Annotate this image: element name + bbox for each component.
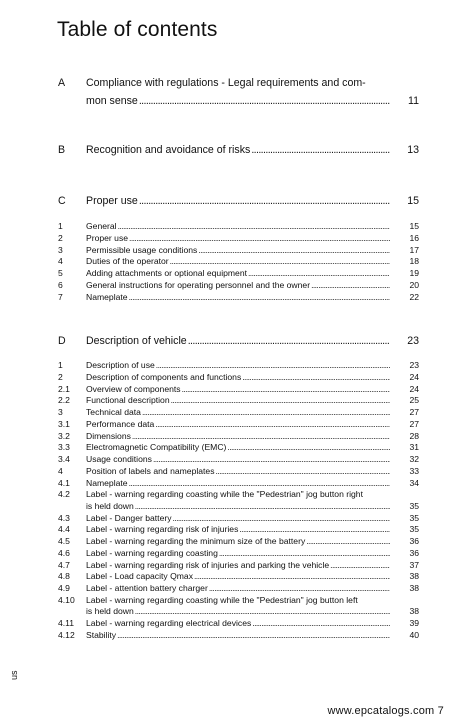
leader-dots — [198, 246, 390, 255]
entry-page-number: 35 — [409, 524, 419, 535]
leader-dots — [219, 549, 390, 558]
entry-title: Nameplate — [86, 477, 128, 488]
entry-title-line1: Label - warning regarding coasting while the "Pedestrian" jog button right — [86, 489, 363, 500]
entry-page-number: 23 — [407, 335, 419, 347]
entry-number: 4 — [58, 465, 63, 476]
leader-dots — [129, 293, 390, 302]
entry-title: Recognition and avoidance of risks — [86, 144, 251, 156]
entry-number: 4.7 — [58, 559, 70, 570]
entry-title: Functional description — [86, 395, 170, 406]
entry-title: Description of use — [86, 360, 155, 370]
entry-title: Description of components and functions — [86, 371, 242, 382]
leader-dots — [188, 336, 390, 347]
entry-page-number: 34 — [409, 477, 419, 488]
leader-dots — [117, 631, 390, 640]
entry-page-number: 36 — [409, 547, 419, 558]
leader-dots — [216, 467, 390, 476]
entry-page-number: 28 — [409, 430, 419, 441]
leader-dots — [153, 455, 390, 464]
entry-title: Proper use — [86, 232, 129, 243]
entry-title: Description of vehicle — [86, 335, 187, 347]
entry-number: 2 — [58, 232, 63, 243]
entry-number: 2.2 — [58, 395, 70, 406]
entry-title: Technical data — [86, 407, 141, 417]
entry-number: 4.9 — [58, 583, 70, 593]
leader-dots — [139, 196, 390, 207]
leader-dots — [156, 361, 390, 370]
leader-dots — [135, 607, 390, 616]
entry-number: 3.3 — [58, 442, 70, 453]
leader-dots — [173, 514, 390, 523]
entry-page-number: 35 — [409, 512, 419, 523]
entry-page-number: 32 — [409, 454, 419, 464]
leader-dots — [129, 234, 390, 243]
entry-title: Label - Danger battery — [86, 512, 172, 523]
entry-title: Label - attention battery charger — [86, 583, 208, 593]
language-mark: us — [9, 670, 19, 680]
entry-title: Label - warning regarding coasting — [86, 547, 218, 558]
entry-title: Label - Load capacity Qmax — [86, 571, 194, 582]
entry-page-number: 35 — [409, 500, 419, 511]
entry-page-number: 36 — [409, 536, 419, 546]
entry-number: 1 — [58, 360, 63, 370]
entry-page-number: 24 — [409, 383, 419, 394]
entry-title: Stability — [86, 629, 117, 640]
entry-page-number: 23 — [409, 360, 419, 370]
entry-title: mon sense — [86, 95, 138, 107]
entry-number: 3.4 — [58, 454, 70, 464]
entry-title: Label - warning regarding risk of injuries — [86, 524, 239, 535]
leader-dots — [142, 408, 390, 417]
entry-page-number: 16 — [409, 232, 419, 243]
entry-number: 2.1 — [58, 383, 70, 394]
entry-page-number: 38 — [409, 606, 419, 617]
entry-page-number: 38 — [409, 583, 419, 593]
leader-dots — [182, 385, 390, 394]
entry-page-number: 15 — [409, 221, 419, 231]
footer-page-number: 7 — [437, 705, 444, 717]
entry-number: 4.12 — [58, 629, 75, 640]
entry-number: 7 — [58, 291, 63, 302]
leader-dots — [194, 572, 390, 581]
entry-title: Overview of components — [86, 383, 181, 394]
leader-dots — [129, 479, 390, 488]
entry-page-number: 19 — [409, 268, 419, 278]
entry-title: Adding attachments or optional equipment — [86, 268, 247, 278]
leader-dots — [135, 502, 390, 511]
entry-page-number: 13 — [407, 144, 419, 156]
entry-title-line1: Label - warning regarding coasting while the "Pedestrian" jog button left — [86, 594, 358, 605]
leader-dots — [251, 145, 390, 156]
leader-dots — [139, 96, 390, 107]
entry-title: is held down — [86, 606, 134, 617]
entry-title: Duties of the operator — [86, 256, 169, 267]
entry-number: 2 — [58, 371, 63, 382]
entry-number: 1 — [58, 221, 63, 231]
entry-title: Position of labels and nameplates — [86, 465, 215, 476]
entry-number: 4.6 — [58, 547, 70, 558]
entry-number: 3 — [58, 407, 63, 417]
entry-number: D — [58, 335, 66, 347]
entry-page-number: 27 — [409, 418, 419, 429]
entry-number: 4.11 — [58, 618, 75, 628]
leader-dots — [239, 525, 390, 534]
page-footer — [327, 705, 444, 717]
entry-title: Label - warning regarding electrical devices — [86, 618, 252, 628]
entry-title: Proper use — [86, 195, 138, 207]
entry-page-number: 38 — [409, 571, 419, 582]
entry-page-number: 22 — [409, 291, 419, 302]
leader-dots — [209, 584, 390, 593]
entry-number: 3.1 — [58, 418, 70, 429]
leader-dots — [171, 396, 390, 405]
entry-number: 5 — [58, 268, 63, 278]
entry-number: 4.5 — [58, 536, 70, 546]
entry-page-number: 17 — [409, 244, 419, 255]
leader-dots — [170, 257, 390, 266]
entry-number: 4.1 — [58, 477, 70, 488]
entry-title: Label - warning regarding risk of injuries and parking the vehicle — [86, 559, 330, 570]
entry-title: Permissible usage conditions — [86, 244, 198, 255]
entry-page-number: 25 — [409, 395, 419, 406]
entry-number: C — [58, 195, 66, 207]
entry-title: Electromagnetic Compatibility (EMC) — [86, 442, 227, 453]
entry-title: Label - warning regarding the minimum size of the battery — [86, 536, 306, 546]
page-title: Table of contents — [57, 18, 218, 41]
entry-title: is held down — [86, 500, 134, 511]
entry-title: Usage conditions — [86, 454, 152, 464]
entry-page-number: 40 — [409, 629, 419, 640]
entry-title-line1: Compliance with regulations - Legal requirements and com- — [86, 77, 366, 89]
entry-number: 4.4 — [58, 524, 70, 535]
entry-page-number: 11 — [408, 95, 419, 107]
entry-number: B — [58, 144, 66, 156]
leader-dots — [306, 537, 390, 546]
entry-number: 6 — [58, 279, 63, 290]
entry-number: 3 — [58, 244, 63, 255]
entry-page-number: 15 — [407, 195, 419, 207]
leader-dots — [155, 420, 390, 429]
entry-page-number: 24 — [409, 371, 419, 382]
entry-page-number: 31 — [409, 442, 419, 453]
entry-page-number: 20 — [409, 279, 419, 290]
leader-dots — [227, 443, 390, 452]
entry-title: Nameplate — [86, 291, 128, 302]
leader-dots — [248, 269, 390, 278]
leader-dots — [330, 561, 390, 570]
leader-dots — [311, 281, 390, 290]
entry-title: Performance data — [86, 418, 155, 429]
entry-page-number: 39 — [409, 618, 419, 628]
footer-website: www.epcatalogs.com — [327, 705, 435, 717]
entry-number: 4.8 — [58, 571, 70, 582]
entry-title: General instructions for operating personnel and the owner — [86, 279, 311, 290]
entry-page-number: 27 — [409, 407, 419, 417]
entry-number: 3.2 — [58, 430, 70, 441]
entry-number: 4.2 — [58, 489, 70, 500]
leader-dots — [132, 432, 390, 441]
entry-number: 4 — [58, 256, 63, 267]
entry-number: 4.10 — [58, 594, 75, 605]
entry-title: General — [86, 221, 117, 231]
entry-number: A — [58, 77, 66, 89]
leader-dots — [242, 373, 390, 382]
entry-title: Dimensions — [86, 430, 131, 441]
entry-page-number: 37 — [409, 559, 419, 570]
entry-page-number: 33 — [409, 465, 419, 476]
entry-page-number: 18 — [409, 256, 419, 267]
entry-number: 4.3 — [58, 512, 70, 523]
leader-dots — [118, 222, 390, 231]
leader-dots — [252, 619, 390, 628]
